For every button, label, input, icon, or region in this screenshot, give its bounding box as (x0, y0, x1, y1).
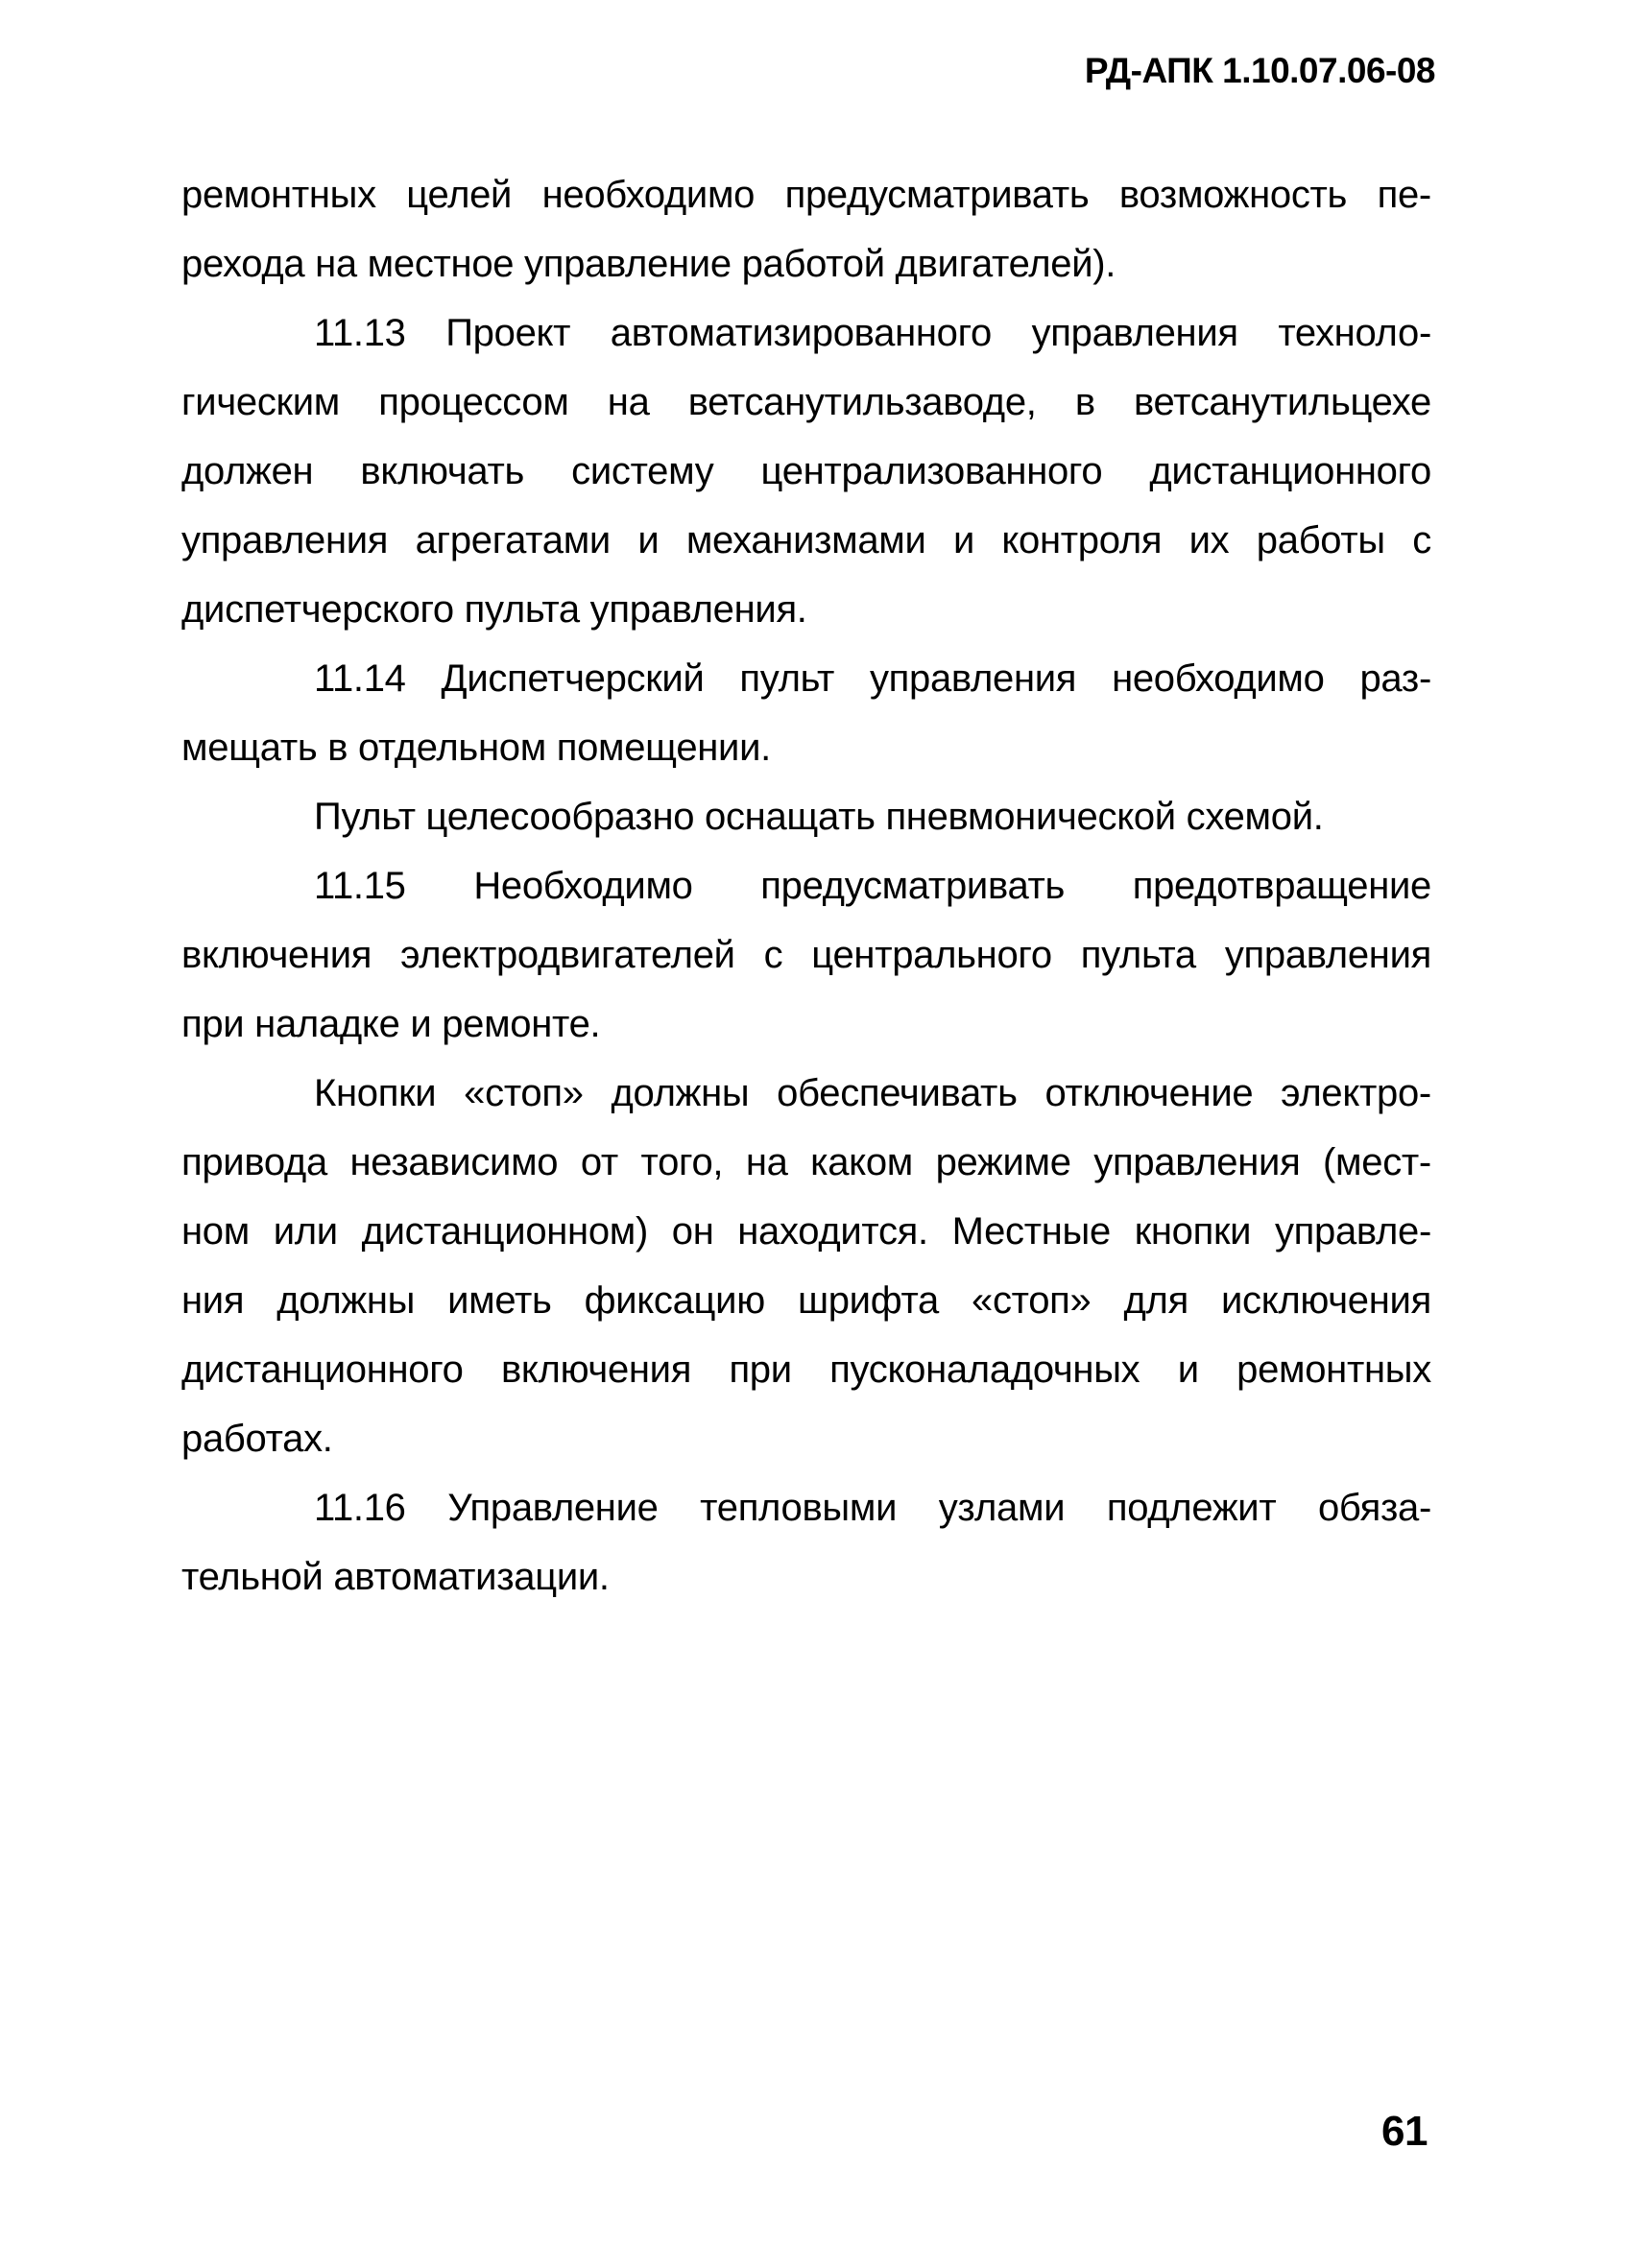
word: иметь (447, 1279, 552, 1322)
word: или (273, 1210, 338, 1253)
text-line (181, 644, 1431, 713)
document-body (181, 160, 1431, 1611)
word: Кнопки (314, 1072, 437, 1114)
word: ремонтных (1236, 1349, 1431, 1391)
word: управления (869, 657, 1077, 700)
paragraph-continuation (181, 160, 1431, 298)
word: управления (181, 519, 389, 561)
word: в (1074, 381, 1095, 423)
word: для (1123, 1279, 1188, 1322)
word: ремонтных (181, 174, 376, 216)
word: обеспечивать (777, 1072, 1018, 1114)
word: при (729, 1349, 792, 1391)
word: и (1177, 1349, 1199, 1391)
text-line: диспетчерского пульта управления. (181, 588, 807, 631)
word: привода (181, 1141, 327, 1183)
text-line: при наладке и ремонте. (181, 1003, 601, 1045)
word: дистанционном) (361, 1210, 649, 1253)
word: Местные (951, 1210, 1111, 1253)
word: на (745, 1141, 788, 1183)
word: включать (360, 450, 525, 492)
word: на (607, 381, 650, 423)
word: техноло- (1278, 312, 1431, 354)
word: того, (640, 1141, 724, 1183)
word: отключение (1044, 1072, 1254, 1114)
word: пе- (1377, 174, 1431, 216)
word: должны (611, 1072, 750, 1114)
word: управления (1031, 312, 1238, 354)
text-line: мещать в отдельном помещении. (181, 727, 771, 769)
word: с (763, 934, 783, 976)
word: от (580, 1141, 618, 1183)
word: предотвращение (1132, 865, 1431, 907)
text-line: тельной автоматизации. (181, 1556, 610, 1598)
word: Диспетчерский (441, 657, 705, 700)
word: пульта (1080, 934, 1196, 976)
text-line (181, 851, 1431, 920)
word: он (671, 1210, 714, 1253)
word: находится. (737, 1210, 928, 1253)
word: Управление (447, 1487, 659, 1529)
word: процессом (378, 381, 569, 423)
text-line (181, 506, 1431, 575)
word: раз- (1359, 657, 1431, 700)
word: с (1412, 519, 1431, 561)
word: и (952, 519, 974, 561)
word: необходимо (1112, 657, 1325, 700)
word: режиме (935, 1141, 1071, 1183)
paragraph-clause-11-15 (181, 851, 1431, 1059)
word: узлами (938, 1487, 1066, 1529)
word: управления (1224, 934, 1431, 976)
text-line (181, 368, 1431, 437)
word: «стоп» (464, 1072, 584, 1114)
word: обяза- (1317, 1487, 1431, 1529)
text-line (181, 1266, 1431, 1335)
paragraph-clause-11-15-note (181, 1059, 1431, 1473)
word: предусматривать (784, 174, 1090, 216)
page-number: 61 (1381, 2108, 1428, 2155)
word: должны (276, 1279, 416, 1322)
word: центрального (811, 934, 1052, 976)
word: 11.14 (314, 657, 406, 700)
paragraph-clause-11-14 (181, 644, 1431, 782)
word: включения (181, 934, 372, 976)
paragraph-clause-11-16 (181, 1473, 1431, 1611)
word: систему (571, 450, 714, 492)
text-line: Пульт целесообразно оснащать пневмонической схемой. (314, 796, 1324, 838)
paragraph-clause-11-14-note (181, 782, 1431, 851)
text-line (181, 298, 1431, 368)
text-line (181, 1128, 1431, 1197)
word: механизмами (685, 519, 926, 561)
word: централизованного (760, 450, 1103, 492)
text-line (181, 1197, 1431, 1266)
word: должен (181, 450, 314, 492)
text-line (181, 160, 1431, 229)
word: 11.16 (314, 1487, 406, 1529)
text-line (181, 437, 1431, 506)
paragraph-clause-11-13 (181, 298, 1431, 644)
text-line: рехода на местное управление работой двигателей). (181, 243, 1116, 285)
word: дистанционного (1149, 450, 1431, 492)
word: «стоп» (972, 1279, 1092, 1322)
word: управле- (1274, 1210, 1431, 1253)
word: возможность (1118, 174, 1348, 216)
word: контроля (1001, 519, 1163, 561)
word: кнопки (1134, 1210, 1252, 1253)
document-code-header: РД-АПК 1.10.07.06-08 (1084, 51, 1435, 90)
word: ном (181, 1210, 250, 1253)
word: тепловыми (700, 1487, 898, 1529)
word: 11.15 (314, 865, 406, 907)
word: (мест- (1323, 1141, 1431, 1183)
word: Проект (445, 312, 571, 354)
text-line (181, 1335, 1431, 1404)
word: и (637, 519, 660, 561)
word: независимо (349, 1141, 559, 1183)
word: гическим (181, 381, 340, 423)
text-line (181, 1059, 1431, 1128)
word: их (1188, 519, 1230, 561)
word: шрифта (797, 1279, 939, 1322)
word: пульт (739, 657, 835, 700)
word: подлежит (1106, 1487, 1277, 1529)
text-line (181, 1473, 1431, 1542)
word: автоматизированного (610, 312, 992, 354)
word: предусматривать (760, 865, 1066, 907)
word: электро- (1281, 1072, 1431, 1114)
word: каком (810, 1141, 913, 1183)
word: дистанционного (181, 1349, 464, 1391)
word: работы (1256, 519, 1385, 561)
word: фиксацию (584, 1279, 765, 1322)
text-line: работах. (181, 1418, 333, 1460)
word: пусконаладочных (829, 1349, 1140, 1391)
word: включения (500, 1349, 692, 1391)
word: целей (406, 174, 513, 216)
word: ветсанутильзаводе, (687, 381, 1037, 423)
word: ния (181, 1279, 245, 1322)
text-line (181, 920, 1431, 990)
word: ветсанутильцехе (1134, 381, 1431, 423)
word: исключения (1221, 1279, 1431, 1322)
word: электродвигателей (400, 934, 735, 976)
word: необходимо (541, 174, 756, 216)
word: агрегатами (415, 519, 611, 561)
word: Необходимо (473, 865, 693, 907)
word: 11.13 (314, 312, 406, 354)
word: управления (1093, 1141, 1301, 1183)
